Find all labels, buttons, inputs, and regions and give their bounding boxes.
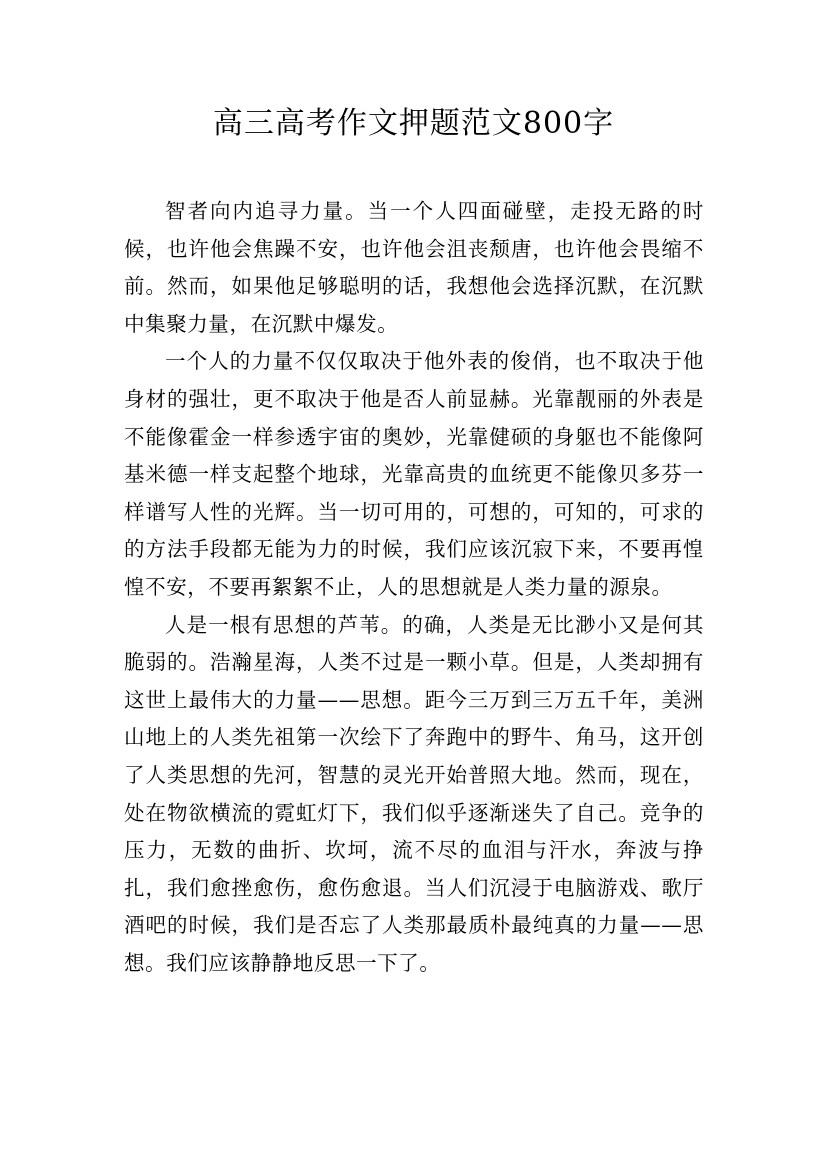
- paragraph-2: 一个人的力量不仅仅取决于他外表的俊俏，也不取决于他身材的强壮，更不取决于他是否人前显赫。光靠靓丽的外表是不能像霍金一样参透宇宙的奥妙，光靠健硕的身躯也不能像阿基米德一样支起整个地球，光靠高贵的血统更不能像贝多芬一样谱写人性的光辉。当一切可用的，可想的，可知的，可求的的方法手段都无能为力的时候，我们应该沉寂下来，不要再惶惶不安，不要再絮絮不止，人的思想就是人类力量的源泉。: [124, 349, 704, 599]
- paragraph-1: 智者向内追寻力量。当一个人四面碰壁，走投无路的时候，也许他会焦躁不安，也许他会沮丧颓唐，也许他会畏缩不前。然而，如果他足够聪明的话，我想他会选择沉默，在沉默中集聚力量，在沉默中爆发。: [124, 199, 704, 336]
- paragraph-3: 人是一根有思想的芦苇。的确，人类是无比渺小又是何其脆弱的。浩瀚星海，人类不过是一颗小草。但是，人类却拥有这世上最伟大的力量——思想。距今三万到三万五千年，美洲山地上的人类先祖第一次绘下了奔跑中的野牛、角马，这开创了人类思想的先河，智慧的灵光开始普照大地。然而，现在，处在物欲横流的霓虹灯下，我们似乎逐渐迷失了自己。竞争的压力，无数的曲折、坎坷，流不尽的血泪与汗水，奔波与挣扎，我们愈挫愈伤，愈伤愈退。当人们沉浸于电脑游戏、歌厅酒吧的时候，我们是否忘了人类那最质朴最纯真的力量——思想。我们应该静静地反思一下了。: [124, 612, 704, 975]
- document-title: 高三高考作文押题范文800字: [212, 106, 615, 141]
- document-body: [124, 193, 704, 982]
